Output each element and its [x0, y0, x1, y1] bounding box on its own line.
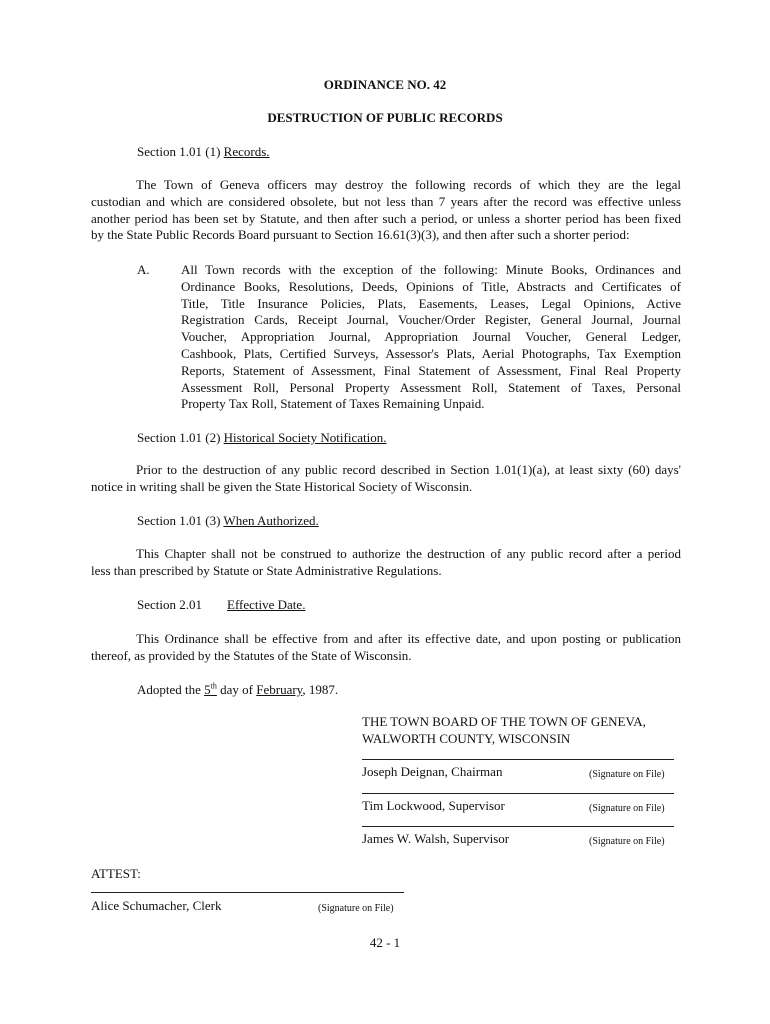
paragraph-line: This Chapter shall not be construed to authorize the destruction of any public record after a period — [136, 546, 681, 561]
list-line: Reports, Statement of Assessment, Final Statement of Assessment, Final Real Property — [181, 362, 681, 378]
attest-label: ATTEST: — [91, 866, 141, 881]
section-101-2-heading — [137, 430, 386, 447]
adoption-month: February — [256, 682, 303, 697]
adoption-line — [137, 682, 338, 699]
document-title: DESTRUCTION OF PUBLIC RECORDS — [267, 110, 503, 125]
paragraph-line: notice in writing shall be given the State Historical Society of Wisconsin. — [91, 478, 473, 494]
paragraph-line: less than prescribed by Statute or State Administrative Regulations. — [91, 562, 442, 578]
section-101-2-paragraph — [91, 462, 681, 496]
signature-line — [362, 826, 674, 827]
signature-line — [362, 759, 674, 760]
adoption-day — [204, 682, 217, 697]
list-line: Assessment Roll, Personal Property Assessment Roll, Statement of Taxes, Personal — [181, 379, 681, 395]
section-101-1-title: Records. — [223, 144, 270, 159]
section-201-prefix: Section 2.01 — [137, 597, 202, 612]
section-101-2-title: Historical Society Notification. — [223, 430, 387, 445]
clerk-name: Alice Schumacher, Clerk — [91, 898, 222, 913]
signature-line — [91, 892, 404, 893]
paragraph-line: by the State Public Records Board pursuant to Section 16.61(3)(3), and then after such a shorter period: — [91, 227, 630, 243]
signer-name: James W. Walsh, Supervisor — [362, 831, 510, 846]
paragraph-line: another period has been set by Statute, and then after such a period, or unless a shorter period has been fixed — [91, 210, 681, 226]
paragraph-line: custodian and which are considered obsolete, but not less than 7 years after the record was effective unless — [91, 193, 681, 209]
signature-note: (Signature on File) — [589, 836, 665, 847]
section-101-1-heading — [137, 144, 270, 161]
signature-note: (Signature on File) — [589, 803, 665, 814]
list-item-letter: A. — [137, 262, 150, 277]
adoption-prefix: Adopted the — [137, 682, 205, 697]
section-201-title: Effective Date. — [227, 597, 306, 612]
page-number: 42 - 1 — [369, 935, 401, 950]
list-line: Cashbook, Plats, Certified Surveys, Assessor's Plats, Aerial Photographs, Tax Exemption — [181, 345, 681, 361]
section-101-3-heading — [137, 513, 319, 530]
paragraph-line: This Ordinance shall be effective from and after its effective date, and upon posting or publication — [136, 631, 681, 646]
list-line: Property Tax Roll, Statement of Taxes Remaining Unpaid. — [181, 396, 485, 412]
ordinance-number: ORDINANCE NO. 42 — [323, 77, 447, 92]
adoption-day-suffix: th — [210, 681, 217, 691]
section-101-3-paragraph — [91, 546, 681, 580]
signer-name: Tim Lockwood, Supervisor — [362, 798, 505, 813]
signature-line — [362, 793, 674, 794]
list-item-body — [181, 262, 681, 413]
list-line: Ordinance Books, Resolutions, Deeds, Opinions of Title, Abstracts and Certificates of — [181, 278, 681, 294]
section-101-3-title: When Authorized. — [223, 513, 319, 528]
list-line: Title, Title Insurance Policies, Plats, Easements, Leases, Legal Opinions, Active — [181, 295, 681, 311]
section-101-1-paragraph — [91, 177, 681, 244]
signature-note: (Signature on File) — [589, 769, 665, 780]
signer-name: Joseph Deignan, Chairman — [362, 764, 503, 779]
list-line: All Town records with the exception of the following: Minute Books, Ordinances and — [181, 262, 681, 277]
clerk-signature-note: (Signature on File) — [318, 903, 394, 914]
board-line-1: THE TOWN BOARD OF THE TOWN OF GENEVA, — [362, 714, 646, 729]
paragraph-line: The Town of Geneva officers may destroy the following records of which they are the legal — [136, 177, 681, 192]
paragraph-line: Prior to the destruction of any public record described in Section 1.01(1)(a), at least sixty (60) days' — [136, 462, 681, 477]
adoption-middle: day of — [216, 682, 257, 697]
paragraph-line: thereof, as provided by the Statutes of the State of Wisconsin. — [91, 647, 412, 663]
section-101-3-prefix: Section 1.01 (3) — [137, 513, 224, 528]
adoption-day-number: 5 — [204, 682, 211, 697]
section-101-1-prefix: Section 1.01 (1) — [137, 144, 224, 159]
board-line-2: WALWORTH COUNTY, WISCONSIN — [362, 731, 571, 746]
list-line: Registration Cards, Receipt Journal, Voucher/Order Register, General Journal, Journal — [181, 312, 681, 328]
adoption-year: , 1987. — [302, 682, 339, 697]
section-101-2-prefix: Section 1.01 (2) — [137, 430, 224, 445]
section-201-paragraph — [91, 631, 681, 665]
list-line: Voucher, Appropriation Journal, Appropriation Journal Voucher, General Ledger, — [181, 329, 681, 345]
